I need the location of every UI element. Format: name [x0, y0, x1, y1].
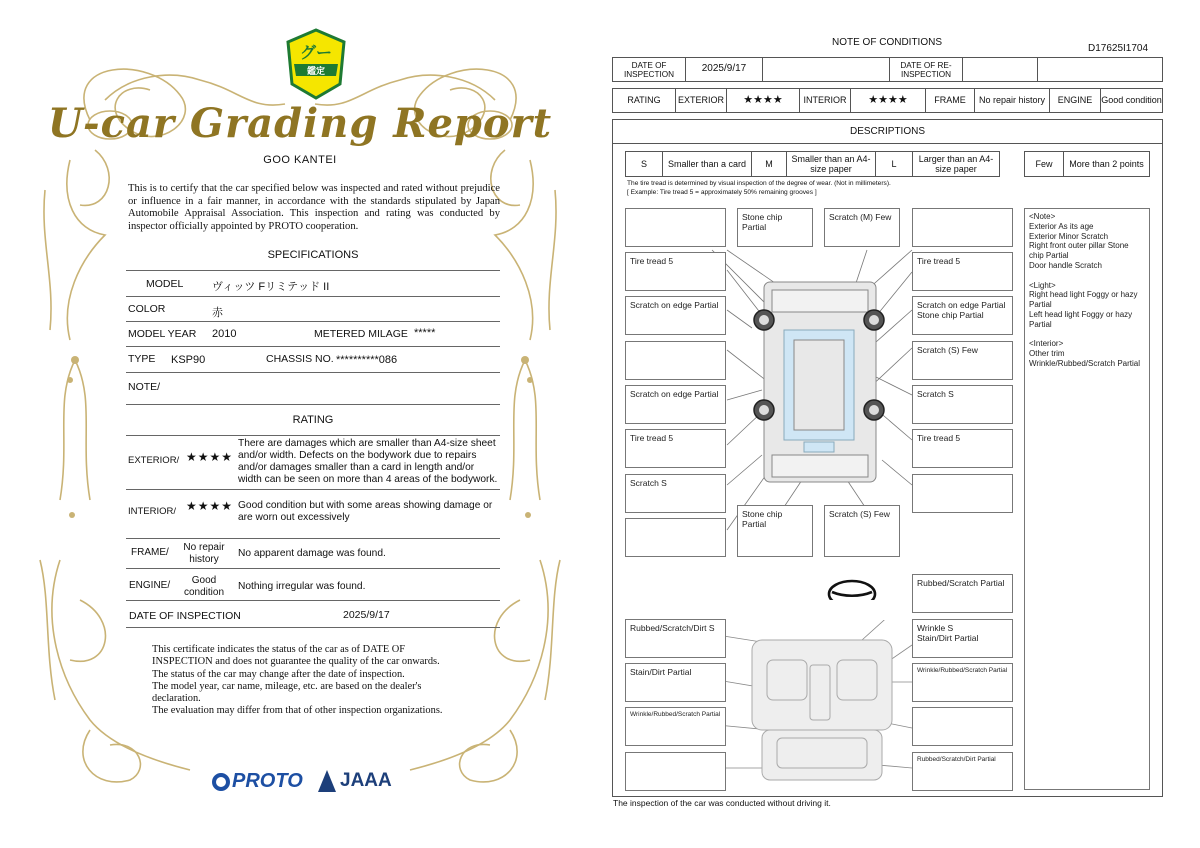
reinspection-value	[962, 57, 1038, 82]
doi-label: DATE OF INSPECTION	[129, 610, 241, 622]
damage-box: Tire tread 5	[912, 252, 1013, 291]
divider	[126, 568, 500, 569]
jaaa-logo-text: JAAA	[340, 770, 392, 791]
interior-stars: ★★★★	[850, 88, 926, 113]
svg-text:グー: グー	[299, 43, 333, 62]
interior-header: INTERIOR	[799, 88, 851, 113]
doi-value: 2025/9/17	[343, 609, 390, 621]
proto-logo-text: PROTO	[232, 770, 303, 792]
engine-description: Nothing irregular was found.	[238, 581, 366, 592]
blank-cell	[762, 57, 890, 82]
model-year-label: MODEL YEAR	[128, 328, 197, 340]
divider	[126, 372, 500, 373]
interior-description: Good condition but with some areas showing damage or are worn out excessively	[238, 500, 493, 523]
specifications-heading: SPECIFICATIONS	[267, 249, 359, 261]
certificate-intro: This is to certify that the car specified below was inspected and rated without prejudice or influence in a fair manner, in accordance with the standards stipulated by Japan Automobile Appraisal Association. This inspection and rating was conducted by inspector officially appointed by PROTO cooperation.	[128, 183, 500, 232]
interior-damage-box	[912, 707, 1013, 746]
proto-logo	[212, 770, 303, 793]
certificate-title: U-car Grading Report	[47, 100, 553, 147]
damage-box	[625, 341, 726, 380]
exterior-description: There are damages which are smaller than A4-size sheet and/or width. Defects on the bodywork due to repairs and/or damages smaller than a card in length and/or width can be seen on more than 4 areas of the bodywork.	[238, 438, 498, 485]
damage-box: Scratch (S) Few	[824, 505, 900, 557]
divider	[126, 346, 500, 347]
footer-line: INSPECTION and does not guarantee the quality of the car onwards.	[152, 656, 440, 668]
damage-box: Scratch S	[625, 474, 726, 513]
color-value: 赤	[212, 307, 223, 319]
doi-value: 2025/9/17	[685, 57, 763, 82]
legend-few-desc: More than 2 points	[1063, 151, 1150, 177]
divider	[126, 435, 500, 436]
notes-footer: The inspection of the car was conducted without driving it.	[613, 798, 831, 808]
certificate-subtitle: GOO KANTEI	[263, 154, 337, 166]
chassis-label: CHASSIS NO.	[266, 353, 334, 365]
type-label: TYPE	[128, 353, 156, 365]
proto-icon	[212, 773, 230, 791]
badge-text: 鑑定	[306, 66, 325, 76]
damage-box: Scratch S	[912, 385, 1013, 424]
divider	[126, 627, 500, 628]
divider	[126, 489, 500, 490]
interior-damage-box: Rubbed/Scratch Partial	[912, 574, 1013, 613]
damage-box: Stone chip Partial	[737, 208, 813, 247]
divider	[126, 270, 500, 271]
model-value: ヴィッツ Fリミテッド II	[212, 281, 330, 293]
chassis-value: **********086	[336, 354, 398, 366]
legend-m: M	[751, 151, 787, 177]
rating-heading: RATING	[292, 414, 334, 426]
reinspection-header: DATE OF RE-INSPECTION	[889, 57, 963, 82]
footer-line: The evaluation may differ from that of other inspection organizations.	[152, 705, 443, 717]
interior-damage-box: Wrinkle S Stain/Dirt Partial	[912, 619, 1013, 658]
legend-m-desc: Smaller than an A4-size paper	[786, 151, 876, 177]
model-label: MODEL	[146, 278, 184, 290]
footer-line: declaration.	[152, 693, 201, 705]
damage-box	[625, 518, 726, 557]
interior-damage-box: Wrinkle/Rubbed/Scratch Partial	[912, 663, 1013, 702]
damage-box: Scratch on edge Partial Stone chip Partial	[912, 296, 1013, 335]
tire-note-2: [ Example: Tire tread 5 = approximately 50% remaining grooves ]	[627, 189, 817, 196]
frame-label: FRAME/	[131, 547, 169, 558]
damage-box: Tire tread 5	[625, 429, 726, 468]
frame-description: No apparent damage was found.	[238, 548, 386, 559]
interior-damage-box: Stain/Dirt Partial	[625, 663, 726, 702]
frame-header: FRAME	[925, 88, 975, 113]
legend-s-desc: Smaller than a card	[662, 151, 752, 177]
damage-box: Scratch (M) Few	[824, 208, 900, 247]
damage-box: Tire tread 5	[912, 429, 1013, 468]
exterior-header: EXTERIOR	[675, 88, 727, 113]
legend-l: L	[875, 151, 913, 177]
interior-label: INTERIOR/	[128, 506, 177, 517]
metered-mileage-label: METERED MILAGE	[314, 328, 408, 340]
notes-text-panel: <Note> Exterior As its age Exterior Minor Scratch Right front outer pillar Stone chip Partial Door handle Scratch <Light> Right head light Foggy or hazy Partial Left head light Foggy or hazy Partial <Interior> Other trim Wrinkle/Rubbed/Scratch Partial	[1024, 208, 1150, 790]
certificate-footer	[152, 644, 472, 718]
damage-box: Scratch on edge Partial	[625, 385, 726, 424]
doi-header: DATE OF INSPECTION	[612, 57, 686, 82]
divider	[126, 600, 500, 601]
tire-note-1: The tire tread is determined by visual inspection of the degree of wear. (Not in millimeters).	[627, 180, 891, 187]
damage-box	[912, 208, 1013, 247]
exterior-label: EXTERIOR/	[128, 455, 180, 466]
model-year-value: 2010	[212, 328, 237, 340]
interior-damage-box: Wrinkle/Rubbed/Scratch Partial	[625, 707, 726, 746]
damage-box: Tire tread 5	[625, 252, 726, 291]
divider	[126, 296, 500, 297]
divider	[126, 321, 500, 322]
interior-damage-box: Rubbed/Scratch/Dirt Partial	[912, 752, 1013, 791]
engine-label: ENGINE/	[129, 580, 171, 591]
damage-box: Scratch (S) Few	[912, 341, 1013, 380]
footer-line: The status of the car may change after the date of inspection.	[152, 668, 405, 680]
notes-title: NOTE OF CONDITIONS	[832, 37, 942, 48]
damage-box	[625, 208, 726, 247]
interior-damage-box	[625, 752, 726, 791]
blank-cell	[1037, 57, 1163, 82]
interior-damage-box: Rubbed/Scratch/Dirt S	[625, 619, 726, 658]
metered-mileage-value: *****	[414, 327, 436, 339]
frame-value: No repair history	[974, 88, 1050, 113]
type-value: KSP90	[171, 354, 206, 366]
damage-box	[912, 474, 1013, 513]
jaaa-icon	[318, 770, 336, 792]
engine-value: Good condition	[1100, 88, 1163, 113]
exterior-stars: ★★★★	[726, 88, 800, 113]
descriptions-heading: DESCRIPTIONS	[612, 120, 1163, 144]
divider	[126, 538, 500, 539]
damage-box: Stone chip Partial	[737, 505, 813, 557]
footer-line: This certificate indicates the status of the car as of DATE OF	[152, 644, 406, 655]
legend-l-desc: Larger than an A4-size paper	[912, 151, 1000, 177]
legend-few: Few	[1024, 151, 1064, 177]
document-id: D17625I1704	[1088, 43, 1149, 54]
divider	[126, 404, 500, 405]
jaaa-logo	[318, 770, 392, 792]
engine-header: ENGINE	[1049, 88, 1101, 113]
damage-box: Scratch on edge Partial	[625, 296, 726, 335]
frame-value: No repair history	[183, 542, 225, 565]
note-label: NOTE/	[128, 381, 161, 393]
color-label: COLOR	[128, 303, 166, 315]
legend-s: S	[625, 151, 663, 177]
footer-line: The model year, car name, mileage, etc. are based on the dealer's	[152, 680, 422, 692]
interior-stars: ★★★★	[186, 499, 234, 513]
exterior-stars: ★★★★	[186, 450, 234, 464]
engine-value: Good condition	[183, 575, 225, 598]
rating-header: RATING	[612, 88, 676, 113]
